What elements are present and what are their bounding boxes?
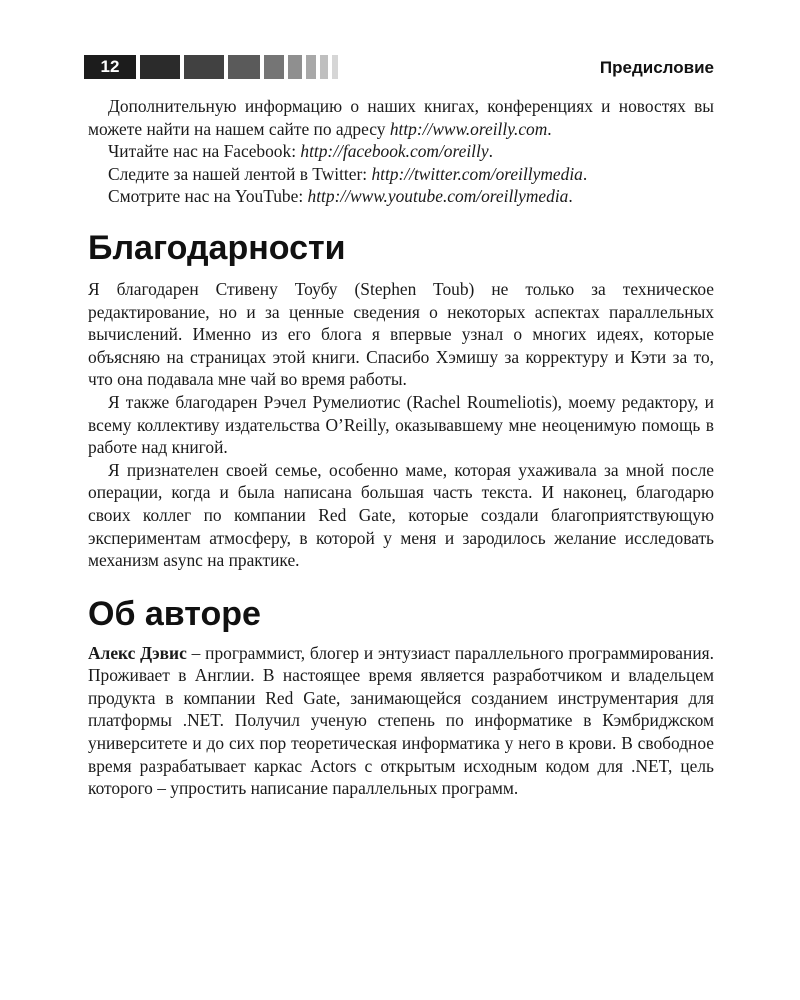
header-bar bbox=[184, 55, 224, 79]
website-link[interactable]: http://www.oreilly.com bbox=[389, 118, 548, 139]
acknowledgements-paragraph-1: Я благодарен Стивену Тоубу (Stephen Toub) не только за техническое редактирование, но и за ценные сведения о некоторых аспектах параллельных вычислений. Именно из его блога я впервые узнал о многих идеях, которые объясняю на страницах этой книги. Спасибо Хэмишу за корректуру и Кэти за то, что она подавала мне чай во время работы. bbox=[88, 278, 714, 390]
header-bar bbox=[320, 55, 328, 79]
page-number: 12 bbox=[84, 55, 136, 79]
page-header bbox=[84, 55, 714, 79]
page-body bbox=[88, 95, 714, 800]
header-bar bbox=[288, 55, 302, 79]
author-bio-text: – программист, блогер и энтузиаст параллельного программирования. Проживает в Англии. В настоящее время является разработчиком и владельцем продукта в компании Red Gate, занимающейся созданием инструментария для платформы .NET. Получил ученую степень по информатике в Кэмбриджском университете и до сих пор теоретическая информатика у него в крови. В свободное время разрабатывает каркас Actors с открытым исходным кодом для .NET, цель которого – упростить написание параллельных программ. bbox=[88, 642, 714, 799]
header-bar bbox=[332, 55, 338, 79]
twitter-line: Следите за нашей лентой в Twitter: http://twitter.com/oreillymedia. bbox=[108, 163, 588, 184]
facebook-link[interactable]: http://facebook.com/oreilly bbox=[300, 141, 489, 162]
running-title: Предисловие bbox=[599, 58, 714, 77]
acknowledgements-paragraph-2: Я также благодарен Рэчел Румелиотис (Rachel Roumeliotis), моему редактору, и всему коллективу издательства O’Reilly, оказывавшему мне неоценимую помощь в работе над книгой. bbox=[88, 391, 714, 458]
about-author-heading: Об авторе bbox=[88, 594, 261, 633]
youtube-link[interactable]: http://www.youtube.com/oreillymedia bbox=[307, 186, 569, 207]
acknowledgements-paragraph-3: Я признателен своей семье, особенно маме, которая ухаживала за мной после операции, когда и была написана большая часть текста. И наконец, благодарю своих коллег по компании Red Gate, которые создали благоприятствующую экспериментам атмосферу, в которой у меня и зародилось желание исследовать механизм async на практике. bbox=[88, 459, 714, 571]
facebook-line: Читайте нас на Facebook: http://facebook.com/oreilly. bbox=[108, 141, 493, 162]
header-bar bbox=[228, 55, 260, 79]
header-bar bbox=[306, 55, 316, 79]
header-bar bbox=[264, 55, 284, 79]
twitter-link[interactable]: http://twitter.com/oreillymedia bbox=[371, 163, 583, 184]
intro-paragraph: Дополнительную информацию о наших книгах, конференциях и новостях вы можете найти на нашем сайте по адресу http://www.oreilly.com. bbox=[88, 96, 714, 139]
header-bar bbox=[140, 55, 180, 79]
acknowledgements-heading: Благодарности bbox=[88, 228, 346, 267]
youtube-line: Смотрите нас на YouTube: http://www.youtube.com/oreillymedia. bbox=[108, 186, 573, 207]
author-name: Алекс Дэвис bbox=[88, 642, 187, 663]
author-bio-paragraph bbox=[88, 642, 714, 800]
